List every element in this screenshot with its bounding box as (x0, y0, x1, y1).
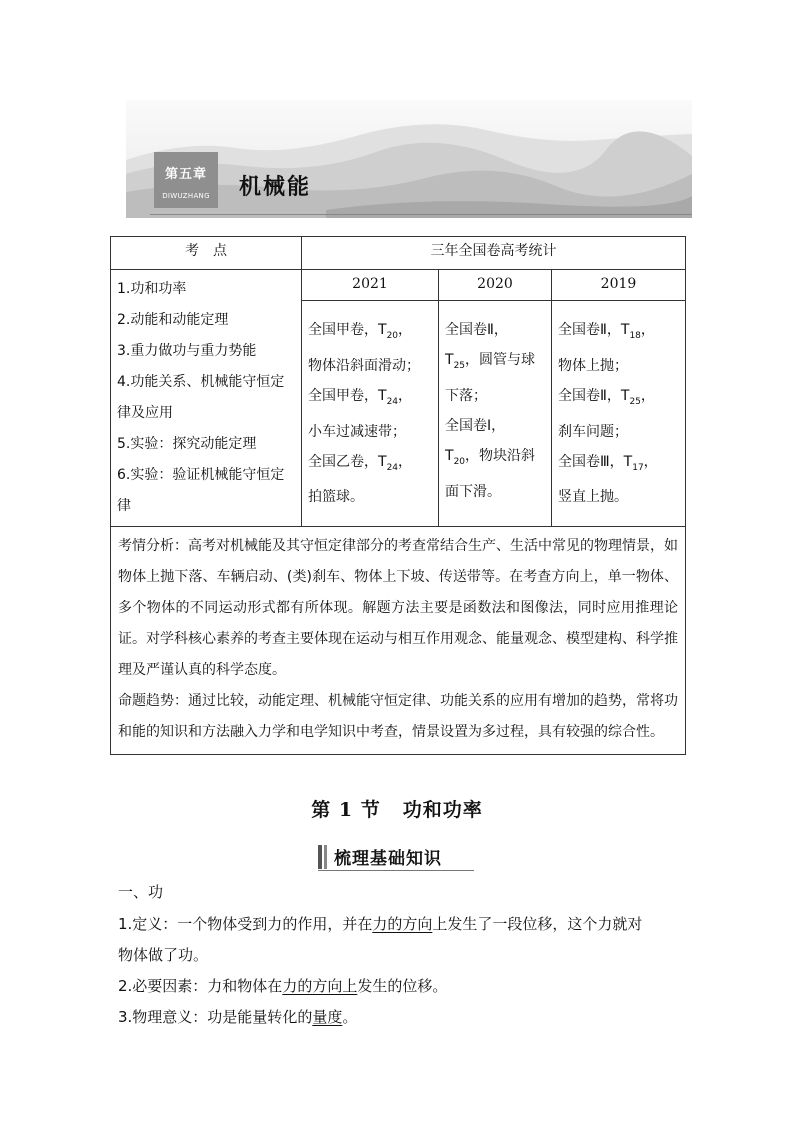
exam-stats-table (110, 236, 686, 755)
exam-entry: 物体沿斜面滑动； (308, 357, 420, 374)
question-number-subscript: 18 (629, 330, 641, 341)
tag-underline (318, 870, 474, 871)
question-number-subscript: 25 (453, 360, 466, 371)
exam-list-2020 (439, 301, 552, 527)
year-2020: 2020 (439, 270, 552, 301)
question-number-subscript: 24 (386, 462, 399, 473)
exam-entry: 下落； (445, 387, 487, 404)
paragraph-factors (118, 975, 447, 996)
banner-divider (150, 214, 692, 215)
topic-item: 1.功和功率 (117, 281, 187, 297)
chapter-number-badge (154, 152, 218, 208)
section-tag (318, 843, 474, 869)
text-run: 1.定义：一个物体受到力的作用，并在 (118, 915, 373, 933)
question-number-subscript: 17 (632, 462, 644, 473)
exam-entry: 全国卷Ⅱ，$T_{18}$， (558, 322, 655, 341)
text-run: 2.必要因素：力和物体在 (118, 977, 283, 995)
topic-item: 3.重力做功与重力势能 (117, 343, 257, 359)
exam-entry: 全国卷Ⅱ， (445, 322, 508, 338)
exam-list-2019 (552, 301, 686, 527)
exam-entry: 全国卷Ⅱ，$T_{25}$， (558, 387, 655, 407)
section-name: 功和功率 (402, 799, 483, 821)
exam-entry: 小车过减速带； (308, 423, 406, 440)
trend-text: 命题趋势：通过比较，动能定理、机械能守恒定律、功能关系的应用有增加的趋势，常将功和能的知识和方法融入力学和电学知识中考查，情景设置为多过程，具有较强的综合性。 (118, 693, 678, 740)
question-number-subscript: 24 (386, 396, 399, 407)
exam-entry: 全国乙卷，$T_{24}$， (308, 453, 413, 473)
section-number: 第 1 节 (311, 799, 381, 821)
exam-entry: $T_{20}$，物块沿斜 (445, 447, 536, 467)
text-run: 上发生了一段位移，这个力就对 (432, 915, 643, 933)
tag-bar-icon (318, 845, 322, 869)
analysis-text: 考情分析：高考对机械能及其守恒定律部分的考查常结合生产、生活中常见的物理情景，如物体上抛下落、车辆启动、(类)刹车、物体上下坡、传送带等。在考查方向上，单一物体、多个物体的不同运动形式都有所体现。解题方法主要是函数法和图像法，同时应用推理论证。对学科核心素养的考查主要体现在运动与相互作用观念、能量观念、模型建构、科学推理及严谨认真的科学态度。 (118, 538, 678, 678)
topic-item: 6.实验：验证机械能守恒定律 (117, 467, 285, 514)
header-stats: 三年全国卷高考统计 (302, 237, 686, 270)
header-topic: 考 点 (111, 237, 302, 270)
analysis-cell (111, 527, 686, 755)
chapter-pinyin: DIWUZHANG (162, 192, 210, 200)
topic-list-cell (111, 270, 302, 527)
tag-label: 梳理基础知识 (334, 849, 442, 869)
underlined-term: 力的方向 (372, 915, 433, 933)
content-heading: 一、功 (118, 883, 164, 901)
chapter-title: 机械能 (239, 175, 312, 200)
paragraph-meaning (118, 1006, 357, 1027)
underlined-term: 力的方向上 (282, 977, 358, 995)
exam-entry: 面下滑。 (445, 483, 501, 500)
text-run: 3.物理意义：功是能量转化的 (118, 1008, 313, 1026)
question-number-subscript: 20 (386, 330, 399, 341)
exam-entry: 全国甲卷，$T_{20}$， (308, 322, 413, 341)
chapter-label: 第五章 (164, 167, 207, 182)
exam-entry: 刹车问题； (558, 423, 628, 440)
question-number-subscript: 25 (629, 396, 641, 407)
tag-bar-icon (324, 845, 327, 869)
exam-entry: 物体上抛； (558, 357, 628, 374)
underlined-term: 量度 (312, 1008, 343, 1026)
exam-list-2021 (302, 301, 439, 527)
topic-item: 5.实验：探究动能定理 (117, 436, 257, 452)
year-2021: 2021 (302, 270, 439, 301)
exam-entry: 竖直上抛。 (558, 489, 628, 506)
paragraph-definition-cont: 物体做了功。 (118, 946, 209, 964)
question-number-subscript: 20 (453, 456, 466, 467)
exam-entry: 拍篮球。 (308, 489, 364, 506)
text-run: 。 (342, 1008, 358, 1026)
section-title (0, 795, 794, 822)
topic-item: 4.功能关系、机械能守恒定律及应用 (117, 374, 285, 421)
exam-entry: 全国卷Ⅲ，$T_{17}$， (558, 453, 658, 473)
year-2019: 2019 (552, 270, 686, 301)
chapter-banner (126, 100, 692, 218)
topic-item: 2.动能和动能定理 (117, 312, 229, 328)
exam-entry: 全国甲卷，$T_{24}$， (308, 387, 413, 407)
text-run: 发生的位移。 (357, 977, 448, 995)
exam-entry: 全国卷Ⅰ， (445, 417, 506, 434)
exam-entry: $T_{25}$，圆管与球 (445, 352, 536, 371)
paragraph-definition (118, 913, 642, 934)
